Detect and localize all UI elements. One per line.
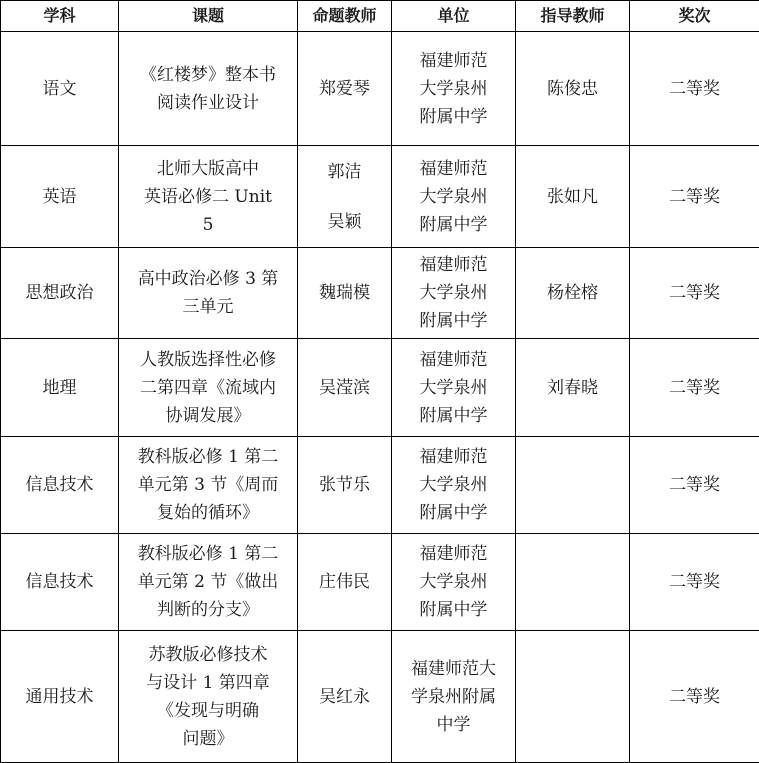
subject-cell: 英语 (1, 146, 119, 248)
topic-line: 英语必修二 Unit (144, 186, 272, 207)
header-advisor: 指导教师 (516, 1, 630, 32)
header-row (1, 1, 759, 32)
unit-cell (392, 146, 516, 248)
unit-line: 附属中学 (419, 503, 488, 523)
topic-line: 三单元 (182, 297, 234, 317)
header-unit: 单位 (392, 1, 516, 32)
teacher-cell (298, 631, 392, 763)
advisor-cell: 张如凡 (516, 146, 630, 248)
topic-line: 高中政治必修 3 第 (137, 269, 279, 289)
teacher-cell (298, 437, 392, 534)
award-cell: 二等奖 (630, 146, 759, 248)
teacher-cell (298, 248, 392, 339)
unit-line: 福建师范 (419, 544, 488, 564)
award-cell: 二等奖 (630, 534, 759, 631)
table-row (1, 146, 759, 248)
unit-cell (392, 339, 516, 437)
unit-line: 附属中学 (419, 311, 488, 331)
topic-line: 与设计 1 第四章 (146, 672, 270, 693)
topic-line: 单元第 3 节《周而 (137, 475, 279, 495)
teacher-cell (298, 146, 392, 248)
teacher-name: 郑爱琴 (319, 78, 370, 99)
unit-cell (392, 32, 516, 146)
topic-line: 《红楼梦》整本书 (140, 64, 276, 85)
teacher-name: 郭洁 (327, 161, 362, 182)
topic-line: 判断的分支》 (157, 600, 259, 620)
advisor-cell: 陈俊忠 (516, 32, 630, 146)
topic-line: 5 (202, 214, 214, 235)
table-row (1, 631, 759, 763)
teacher-name: 吴颖 (327, 211, 362, 232)
topic-line: 人教版选择性必修 (140, 349, 276, 370)
teacher-name: 吴红永 (319, 686, 370, 707)
subject-cell: 信息技术 (1, 534, 119, 631)
unit-line: 福建师范 (419, 158, 488, 179)
subject-cell: 思想政治 (1, 248, 119, 339)
topic-line: 教科版必修 1 第二 (137, 544, 279, 564)
unit-cell (392, 631, 516, 763)
unit-line: 福建师范 (419, 447, 488, 467)
table-row (1, 339, 759, 437)
unit-line: 大学泉州 (419, 186, 488, 207)
unit-line: 中学 (436, 714, 471, 735)
unit-line: 福建师范 (419, 255, 488, 275)
topic-line: 复始的循环》 (157, 503, 259, 523)
topic-line: 《发现与明确 (157, 700, 259, 721)
advisor-cell: 刘春晓 (516, 339, 630, 437)
topic-line: 问题》 (182, 728, 234, 749)
unit-line: 福建师范 (419, 50, 488, 71)
unit-cell (392, 248, 516, 339)
unit-cell (392, 437, 516, 534)
unit-line: 附属中学 (419, 600, 488, 620)
advisor-cell: 杨栓榕 (516, 248, 630, 339)
topic-cell (119, 534, 298, 631)
award-cell: 二等奖 (630, 248, 759, 339)
topic-line: 北师大版高中 (157, 158, 259, 179)
header-award: 奖次 (630, 1, 759, 32)
unit-line: 附属中学 (419, 106, 488, 127)
unit-line: 大学泉州 (419, 78, 488, 99)
unit-line: 大学泉州 (419, 283, 488, 303)
teacher-name: 张节乐 (319, 475, 370, 495)
topic-cell (119, 248, 298, 339)
table-row (1, 437, 759, 534)
teacher-cell (298, 534, 392, 631)
header-teacher: 命题教师 (298, 1, 392, 32)
topic-cell (119, 631, 298, 763)
teacher-name: 魏瑞模 (319, 283, 370, 303)
teacher-name: 吴滢滨 (319, 377, 370, 398)
topic-cell (119, 339, 298, 437)
subject-cell: 信息技术 (1, 437, 119, 534)
advisor-cell (516, 437, 630, 534)
award-cell: 二等奖 (630, 631, 759, 763)
unit-line: 附属中学 (419, 214, 488, 235)
topic-line: 阅读作业设计 (157, 92, 259, 113)
topic-line: 单元第 2 节《做出 (137, 572, 279, 592)
subject-cell: 地理 (1, 339, 119, 437)
table-row (1, 534, 759, 631)
advisor-cell (516, 631, 630, 763)
topic-line: 二第四章《流域内 (140, 377, 276, 398)
award-cell: 二等奖 (630, 32, 759, 146)
award-cell: 二等奖 (630, 339, 759, 437)
unit-line: 福建师范大 (411, 658, 496, 679)
table-row (1, 32, 759, 146)
teacher-name: 庄伟民 (319, 572, 370, 592)
unit-line: 大学泉州 (419, 377, 488, 398)
topic-cell (119, 437, 298, 534)
table-row (1, 248, 759, 339)
topic-cell (119, 146, 298, 248)
advisor-cell (516, 534, 630, 631)
unit-line: 附属中学 (419, 405, 488, 426)
subject-cell: 通用技术 (1, 631, 119, 763)
award-cell: 二等奖 (630, 437, 759, 534)
unit-line: 学泉州附属 (411, 686, 496, 707)
unit-line: 大学泉州 (419, 475, 488, 495)
teacher-cell (298, 339, 392, 437)
topic-line: 苏教版必修技术 (148, 644, 268, 665)
unit-line: 大学泉州 (419, 572, 488, 592)
unit-line: 福建师范 (419, 349, 488, 370)
header-topic: 课题 (119, 1, 298, 32)
topic-line: 教科版必修 1 第二 (137, 447, 279, 467)
teacher-cell (298, 32, 392, 146)
header-subject: 学科 (1, 1, 119, 32)
topic-cell (119, 32, 298, 146)
topic-line: 协调发展》 (165, 405, 251, 426)
unit-cell (392, 534, 516, 631)
subject-cell: 语文 (1, 32, 119, 146)
